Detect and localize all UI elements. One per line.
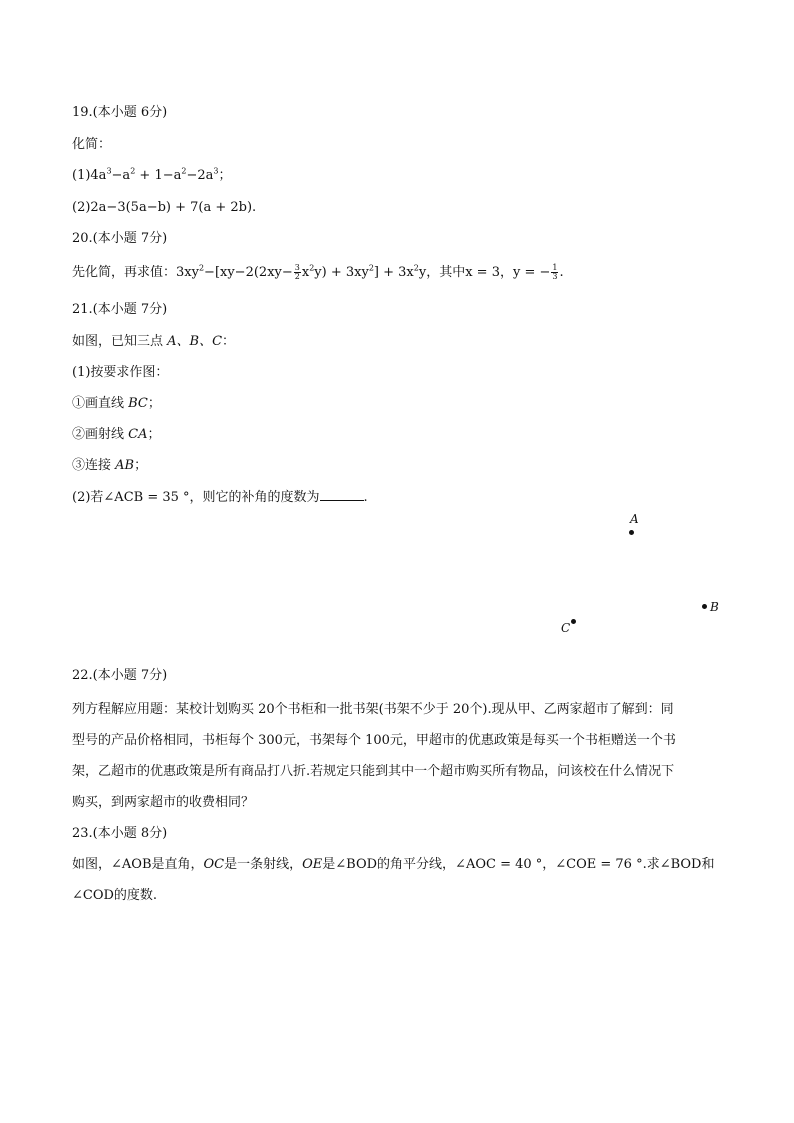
q23-line-1: 如图，∠AOB是直角，OC是一条射线，OE是∠BOD的角平分线，∠AOC = 40 °，∠COE = 76 °.求∠BOD和 (72, 857, 715, 872)
q20-problem: 先化简，再求值：$3xy^2-[xy-2(2xy-$ $\frac{3}{2}$ $x^2y) + 3xy^2] + 3x^2y$，其中x = 3，y = − $\frac{1}{3}$ . (72, 263, 564, 281)
q20-header: 20.(本小题 7分) (72, 231, 168, 246)
q22-line-3: 架，乙超市的优惠政策是所有商品打八折.若规定只能到其中一个超市购买所有物品，问该校在什么情况下 (72, 764, 675, 779)
q21-header: 21.(本小题 7分) (72, 302, 168, 317)
point-b (702, 604, 707, 609)
fraction-one-third: $\frac{1}{3}$ (552, 263, 558, 281)
q23-header: 23.(本小题 8分) (72, 826, 168, 841)
q22-header: 22.(本小题 7分) (72, 668, 168, 683)
q19-part1: $(1)4a^3-a^2 + 1-a^2-2a^3$； (72, 166, 232, 183)
q21-intro: 如图，已知三点 A、B、C： (72, 334, 236, 349)
point-c (571, 619, 576, 624)
q21-step3: ③连接 AB； (72, 458, 148, 473)
q22-line-1: 列方程解应用题：某校计划购买 20个书柜和一批书架(书架不少于 20个).现从甲、乙两家超市了解到：同 (72, 702, 674, 717)
point-label-a: A (630, 512, 639, 526)
q22-line-2: 型号的产品价格相同，书柜每个 300元，书架每个 100元，甲超市的优惠政策是每买一个书柜赠送一个书 (72, 733, 676, 748)
q21-step-head: (1)按要求作图： (72, 365, 169, 380)
q21-step1: ①画直线 BC； (72, 396, 161, 411)
q21-step2: ②画射线 CA； (72, 427, 161, 442)
q19-prompt: 化简： (72, 137, 112, 152)
q23-line-2: ∠COD的度数. (72, 888, 158, 903)
point-a (629, 530, 634, 535)
q22-body (72, 694, 722, 818)
q19-part2: (2)2a−3(5a−b) + 7(a + 2b). (72, 200, 257, 215)
q21-part2: (2)若∠ACB = 35 °，则它的补角的度数为 . (72, 490, 368, 505)
q22-line-4: 购买，到两家超市的收费相同？ (72, 795, 255, 810)
fraction-three-halves: $\frac{3}{2}$ (294, 263, 300, 281)
point-label-b: B (710, 600, 719, 614)
answer-blank (320, 488, 364, 501)
point-label-c: C (561, 621, 571, 635)
q19-header: 19.(本小题 6分) (72, 105, 168, 120)
